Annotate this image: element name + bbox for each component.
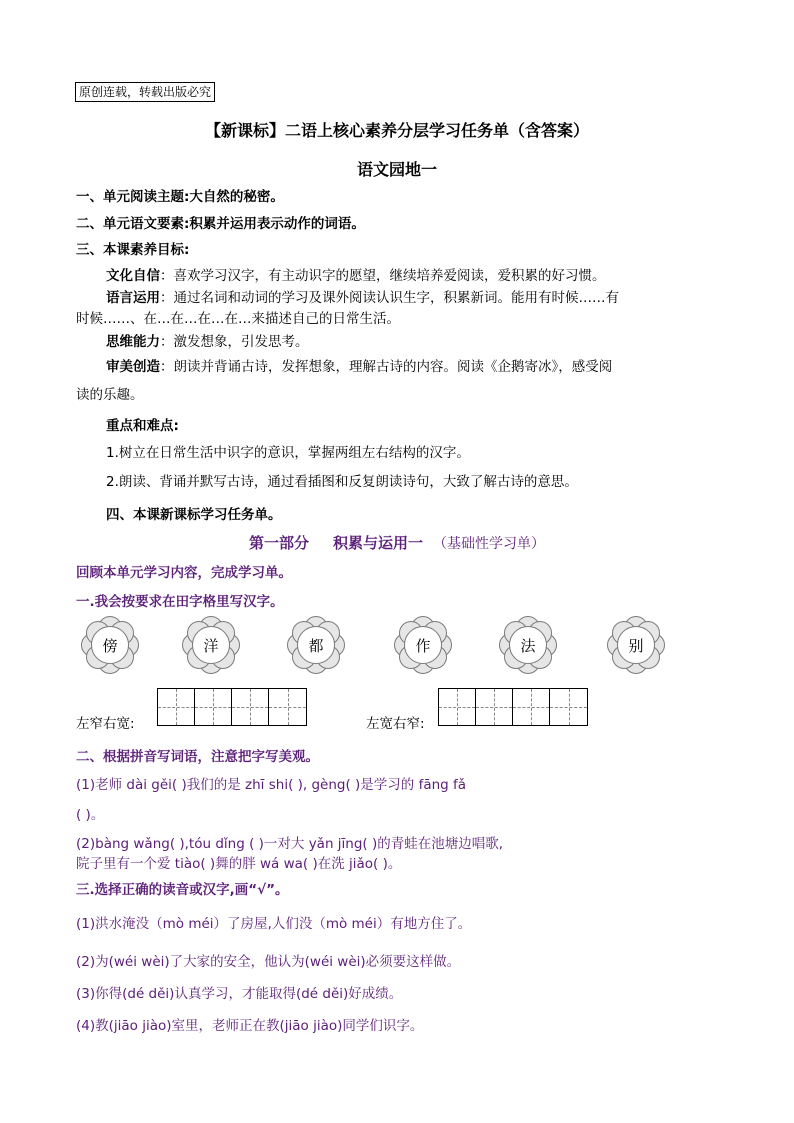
review-instruction: 回顾本单元学习内容，完成学习单。	[76, 565, 292, 581]
q1-heading: 一.我会按要求在田字格里写汉字。	[76, 594, 284, 610]
goal-thinking	[106, 330, 309, 350]
q3-line-4: (4)教(jiāo jiào)室里，老师正在教(jiāo jiào)同学们识字。	[76, 1018, 424, 1034]
grid-cell[interactable]	[269, 689, 306, 725]
q2-heading: 二、根据拼音写词语，注意把字写美观。	[76, 749, 319, 765]
writing-grid-right[interactable]	[438, 688, 588, 726]
key-point-1: 1.树立在日常生活中识字的意识，掌握两组左右结构的汉字。	[106, 445, 470, 461]
part-number: 第一部分	[248, 534, 309, 552]
grid-cell[interactable]	[195, 689, 232, 725]
char-label: 都	[297, 626, 335, 664]
key-point-2: 2.朗读、背诵并默写古诗，通过看插图和反复朗读诗句，大致了解古诗的意思。	[106, 474, 578, 490]
goal-culture-label: 文化自信	[106, 268, 160, 284]
left-narrow-label: 左窄右宽:	[76, 716, 135, 732]
goal-aesthetic	[106, 355, 612, 375]
flower-char-4	[394, 616, 450, 672]
q3-heading: 三.选择正确的读音或汉字,画“√”。	[76, 882, 289, 898]
writing-grid-left[interactable]	[157, 688, 307, 726]
copyright-notice: 原创连载，转载出版必究	[75, 82, 215, 102]
grid-cell[interactable]	[513, 689, 550, 725]
q3-line-2: (2)为(wéi wèi)了大家的安全，他认为(wéi wèi)必须要这样做。	[76, 954, 461, 970]
section-4: 四、本课新课标学习任务单。	[106, 507, 282, 523]
goal-aesthetic-cont: 读的乐趣。	[76, 387, 144, 403]
char-label: 傍	[91, 626, 129, 664]
goal-thinking-text: ：激发想象，引发思考。	[160, 334, 309, 350]
goal-language-label: 语言运用	[106, 290, 160, 306]
flower-char-2	[182, 616, 238, 672]
goal-aesthetic-text: ：朗读并背诵古诗，发挥想象，理解古诗的内容。阅读《企鹅寄冰》，感受阅	[160, 359, 613, 375]
left-wide-label: 左宽右窄:	[366, 716, 425, 732]
char-label: 作	[404, 626, 442, 664]
page-subtitle: 语文园地一	[356, 160, 437, 179]
part-type: （基础性学习单）	[433, 536, 546, 552]
part-heading	[0, 532, 794, 553]
section-1: 一、单元阅读主题:大自然的秘密。	[76, 189, 284, 205]
goal-thinking-label: 思维能力	[106, 334, 160, 350]
grid-cell[interactable]	[158, 689, 195, 725]
char-label: 法	[509, 626, 547, 664]
section-2: 二、单元语文要素:积累并运用表示动作的词语。	[76, 216, 365, 232]
goal-culture	[106, 264, 606, 284]
flower-char-3	[287, 616, 343, 672]
goal-aesthetic-label: 审美创造	[106, 359, 160, 375]
q2-line-4: 院子里有一个爱 tiào( )舞的胖 wá wa( )在洗 jiǎo( )。	[76, 856, 402, 872]
char-label: 别	[617, 626, 655, 664]
goal-language-text: ：通过名词和动词的学习及课外阅读认识生字，积累新词。能用有时候……有	[160, 290, 619, 306]
flower-char-5	[499, 616, 555, 672]
grid-cell[interactable]	[550, 689, 587, 725]
q2-line-2: ( )。	[76, 807, 105, 823]
flower-char-1	[81, 616, 137, 672]
goal-culture-text: ：喜欢学习汉字，有主动识字的愿望，继续培养爱阅读，爱积累的好习惯。	[160, 268, 606, 284]
char-label: 洋	[192, 626, 230, 664]
q2-line-1: (1)老师 dài gěi( )我们的是 zhī shi( ), gèng( )是学习的 fāng fǎ	[76, 777, 467, 793]
part-name: 积累与运用一	[333, 534, 424, 552]
q3-line-1: (1)洪水淹没（mò méi）了房屋,人们没（mò méi）有地方住了。	[76, 916, 472, 932]
goal-language	[106, 286, 619, 306]
goal-language-cont: 时候……、在…在…在…在…来描述自己的日常生活。	[76, 311, 400, 327]
grid-cell[interactable]	[439, 689, 476, 725]
page-title: 【新课标】二语上核心素养分层学习任务单（含答案）	[204, 121, 589, 140]
section-3: 三、本课素养目标:	[76, 242, 190, 258]
grid-cell[interactable]	[232, 689, 269, 725]
grid-cell[interactable]	[476, 689, 513, 725]
q2-line-3: (2)bàng wǎng( ),tóu dǐng ( )一对大 yǎn jīng( )的青蛙在池塘边唱歌,	[76, 836, 504, 852]
flower-char-6	[607, 616, 663, 672]
key-points-heading: 重点和难点:	[106, 418, 179, 434]
q3-line-3: (3)你得(dé děi)认真学习，才能取得(dé děi)好成绩。	[76, 986, 403, 1002]
